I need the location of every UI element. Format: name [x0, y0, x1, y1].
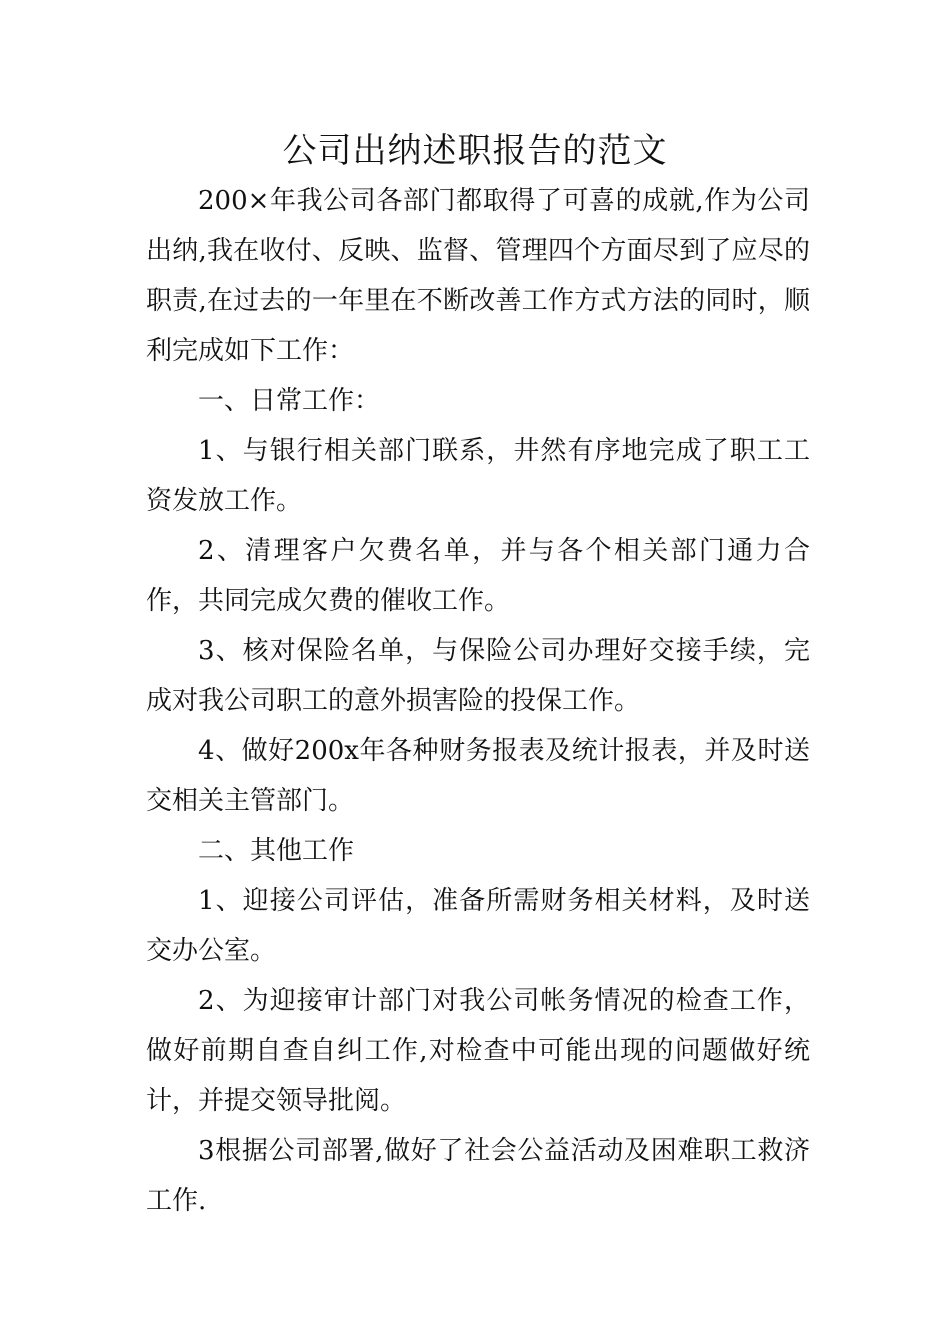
heading-other-work: 二、其他工作 — [198, 836, 355, 866]
paragraph-daily-2: 2、清理客户欠费名单，并与各个相关部门通力合作，共同完成欠费的催收工作。 — [146, 536, 810, 616]
paragraph-other-3: 3根据公司部署,做好了社会公益活动及困难职工救济工作. — [146, 1136, 810, 1216]
document-body — [146, 176, 810, 1226]
paragraph-daily-4: 4、做好200x年各种财务报表及统计报表，并及时送交相关主管部门。 — [146, 736, 810, 816]
paragraph-other-2: 2、为迎接审计部门对我公司帐务情况的检查工作，做好前期自查自纠工作,对检查中可能出现的问题做好统计，并提交领导批阅。 — [146, 986, 810, 1116]
paragraph-daily-1: 1、与银行相关部门联系，井然有序地完成了职工工资发放工作。 — [146, 436, 810, 516]
heading-daily-work: 一、日常工作： — [198, 386, 381, 416]
document-title: 公司出纳述职报告的范文 — [282, 131, 668, 171]
paragraph-daily-3: 3、核对保险名单，与保险公司办理好交接手续，完成对我公司职工的意外损害险的投保工作。 — [146, 636, 810, 716]
paragraph-other-1: 1、迎接公司评估，准备所需财务相关材料，及时送交办公室。 — [146, 886, 810, 966]
paragraph-intro: 200×年我公司各部门都取得了可喜的成就,作为公司出纳,我在收付、反映、监督、管理四个方面尽到了应尽的职责,在过去的一年里在不断改善工作方式方法的同时，顺利完成如下工作： — [146, 186, 810, 366]
